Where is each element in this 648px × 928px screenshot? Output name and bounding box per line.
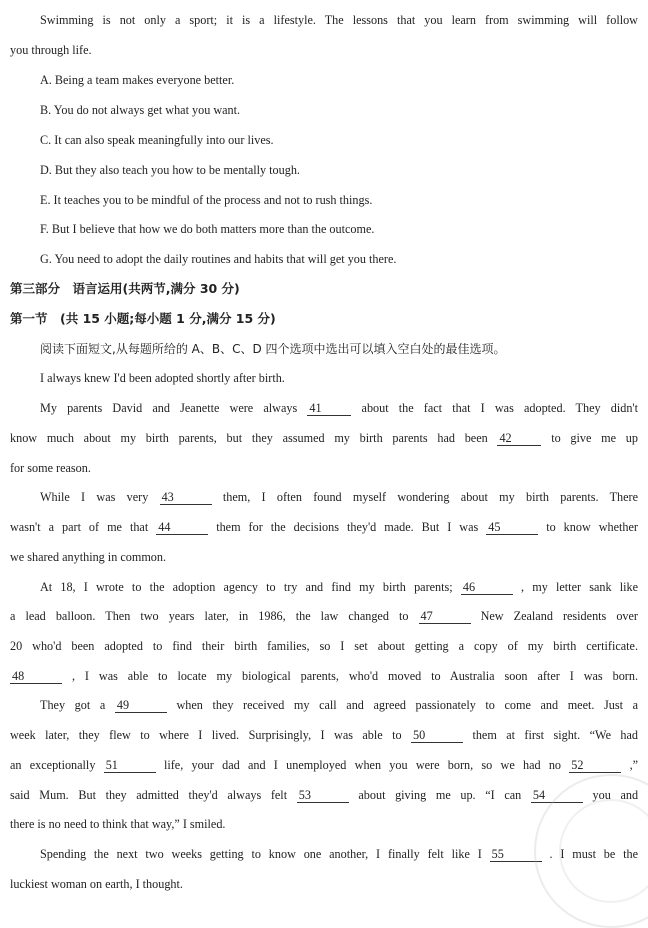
blank-46: 46 <box>461 580 513 595</box>
blank-52: 52 <box>569 758 621 773</box>
passage-p5-line-5: there is no need to think that way,” I smiled. <box>10 817 226 831</box>
option-e: E. It teaches you to be mindful of the process and not to rush things. <box>40 193 373 207</box>
blank-53: 53 <box>297 788 349 803</box>
passage-p2-line-3: for some reason. <box>10 461 91 475</box>
text: While I was very <box>40 490 149 504</box>
options-intro-line-1: Swimming is not only a sport; it is a lifestyle. The lessons that you learn from swimming will follow <box>40 13 638 27</box>
text: said Mum. But they admitted they'd always felt <box>10 788 288 802</box>
option-c: C. It can also speak meaningfully into our lives. <box>40 133 274 147</box>
passage-p4-line-1 <box>40 579 638 595</box>
passage-p5-line-1 <box>40 697 638 713</box>
blank-41: 41 <box>307 401 351 416</box>
option-b: B. You do not always get what you want. <box>40 103 241 117</box>
text: you and <box>592 788 639 802</box>
option-a: A. Being a team makes everyone better. <box>40 73 235 87</box>
passage-p3-line-3: we shared anything in common. <box>10 550 167 564</box>
option-g: G. You need to adopt the daily routines and habits that will get you there. <box>40 252 397 266</box>
passage-p6-line-2: luckiest woman on earth, I thought. <box>10 877 183 891</box>
passage-p3-line-2 <box>10 519 638 535</box>
text: when they received my call and agreed passionately to come and meet. Just a <box>176 698 639 712</box>
passage-p2-line-1 <box>40 400 638 416</box>
passage-p4-line-3: 20 who'd been adopted to find their birth families, so I set about getting a copy of my birth certificate. <box>10 639 638 653</box>
text: ,” <box>629 758 639 772</box>
passage-p3-line-1 <box>40 489 638 505</box>
blank-44: 44 <box>156 520 208 535</box>
option-f: F. But I believe that how we do both matters more than the outcome. <box>40 222 375 236</box>
part3-heading: 第三部分 语言运用(共两节,满分 30 分) <box>10 281 240 296</box>
text: week later, they flew to where I lived. Surprisingly, I was able to <box>10 728 402 742</box>
text: , my letter sank like <box>521 580 639 594</box>
blank-54: 54 <box>531 788 583 803</box>
text: a lead balloon. Then two years later, in 1986, the law changed to <box>10 609 409 623</box>
text: about giving me up. “I can <box>358 788 522 802</box>
blank-42: 42 <box>497 431 541 446</box>
passage-p5-line-3 <box>10 757 638 773</box>
text: wasn't a part of me that <box>10 520 149 534</box>
passage-p4-line-4 <box>10 668 638 684</box>
text: They got a <box>40 698 106 712</box>
text: , I was able to locate my biological parents, who'd moved to Australia soon after I was born. <box>71 669 638 683</box>
blank-48: 48 <box>10 669 62 684</box>
text: to know whether <box>546 520 638 534</box>
text: them, I often found myself wondering about my birth parents. There <box>222 490 638 504</box>
text: life, your dad and I unemployed when you were born, so we had no <box>163 758 562 772</box>
text: know much about my birth parents, but they assumed my birth parents had been <box>10 431 488 445</box>
text: an exceptionally <box>10 758 96 772</box>
blank-51: 51 <box>104 758 156 773</box>
passage-p2-line-2 <box>10 430 638 446</box>
blank-50: 50 <box>411 728 463 743</box>
passage-p5-line-4 <box>10 787 638 803</box>
blank-43: 43 <box>160 490 212 505</box>
blank-49: 49 <box>115 698 167 713</box>
text: about the fact that I was adopted. They didn't <box>361 401 638 415</box>
blank-45: 45 <box>486 520 538 535</box>
blank-55: 55 <box>490 847 542 862</box>
options-intro-line-2: you through life. <box>10 43 92 57</box>
text: At 18, I wrote to the adoption agency to try and find my birth parents; <box>40 580 453 594</box>
blank-47: 47 <box>419 609 471 624</box>
text: Spending the next two weeks getting to know one another, I finally felt like I <box>40 847 482 861</box>
option-d: D. But they also teach you how to be mentally tough. <box>40 163 300 177</box>
text: them for the decisions they'd made. But I was <box>216 520 479 534</box>
text: New Zealand residents over <box>480 609 638 623</box>
text: to give me up <box>551 431 638 445</box>
section1-heading: 第一节 (共 15 小题;每小题 1 分,满分 15 分) <box>10 311 276 326</box>
passage-p5-line-2 <box>10 727 638 743</box>
passage-p1: I always knew I'd been adopted shortly after birth. <box>40 371 285 385</box>
text: . I must be the <box>549 847 639 861</box>
text: My parents David and Jeanette were always <box>40 401 298 415</box>
instruction: 阅读下面短文,从每题所给的 A、B、C、D 四个选项中选出可以填入空白处的最佳选项。 <box>40 342 506 356</box>
text: them at first sight. “We had <box>472 728 639 742</box>
passage-p4-line-2 <box>10 608 638 624</box>
